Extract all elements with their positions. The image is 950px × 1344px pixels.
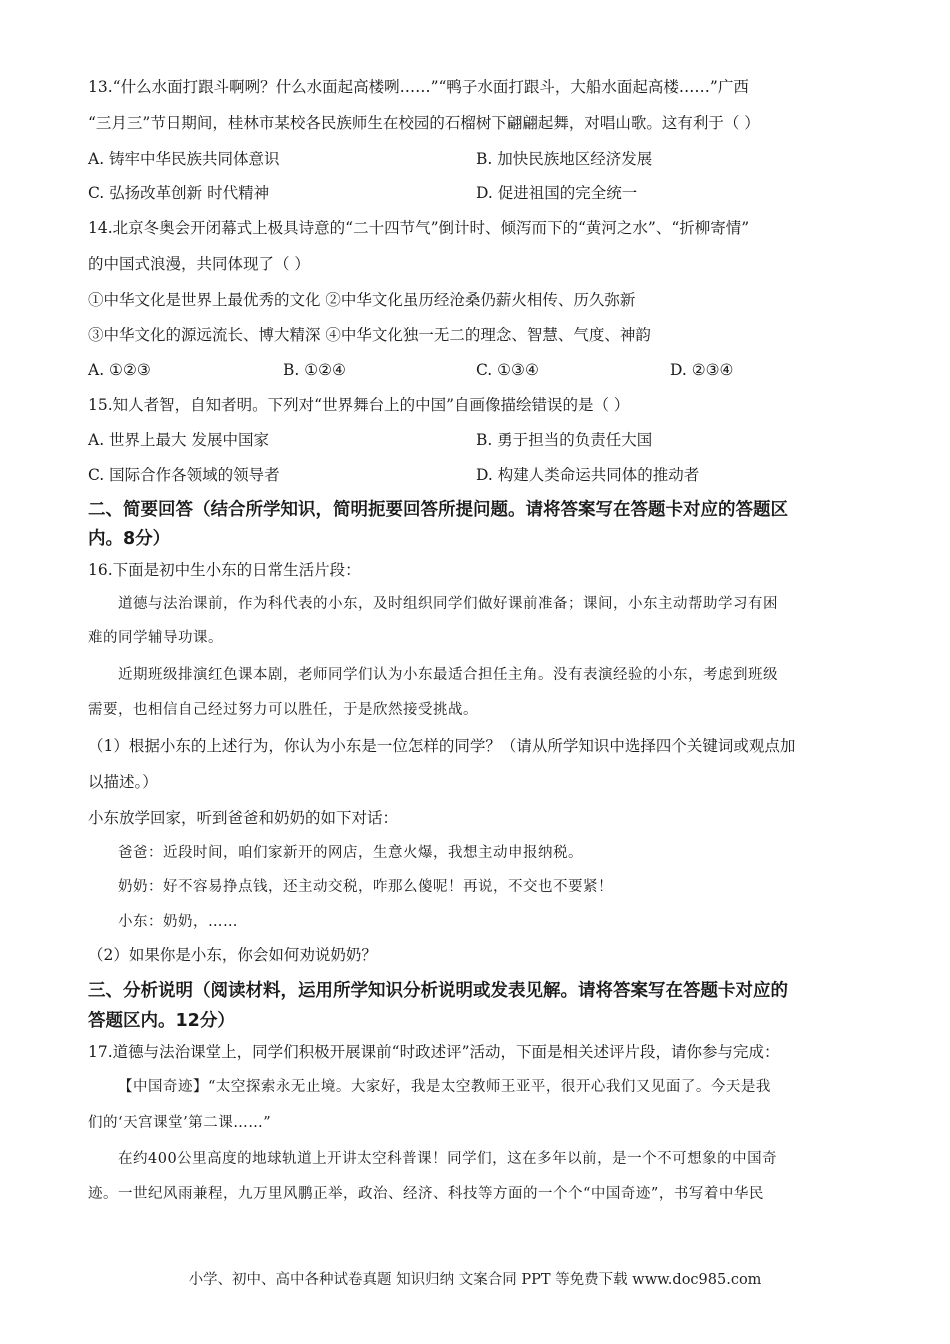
q16-subquestion-1-line2: 以描述。）	[88, 773, 158, 791]
q14-statements-2: ③中华文化的源远流长、博大精深 ④中华文化独一无二的理念、智慧、气度、神韵	[88, 326, 651, 344]
q17-material-2-line2: 迹。一世纪风雨兼程，九万里风鹏正举，政治、经济、科技等方面的一个个“中国奇迹”，书写着中华民	[88, 1186, 764, 1202]
q16-material-p1-line2: 难的同学辅导功课。	[88, 630, 223, 646]
q15-option-d: D. 构建人类命运共同体的推动者	[476, 466, 700, 484]
q16-intro: 16.下面是初中生小东的日常生活片段：	[88, 561, 361, 579]
q14-stem-line2: 的中国式浪漫，共同体现了（ ）	[88, 255, 310, 273]
q13-option-d: D. 促进祖国的完全统一	[476, 184, 638, 202]
q15-option-a: A. 世界上最大 发展中国家	[88, 431, 269, 449]
q13-stem-line2: “三月三”节日期间，桂林市某校各民族师生在校园的石榴树下翩翩起舞，对唱山歌。这有利于（ ）	[88, 114, 760, 132]
q17-material-1-line1: 【中国奇迹】“太空探索永无止境。大家好，我是太空教师王亚平，很开心我们又见面了。今天是我	[118, 1079, 771, 1095]
q14-option-b: B. ①②④	[283, 361, 346, 379]
q15-stem: 15.知人者智，自知者明。下列对“世界舞台上的中国”自画像描绘错误的是（ ）	[88, 396, 630, 414]
q13-option-a: A. 铸牢中华民族共同体意识	[88, 150, 280, 168]
q16-subquestion-2: （2）如果你是小东，你会如何劝说奶奶？	[88, 946, 377, 964]
page-footer: 小学、初中、高中各种试卷真题 知识归纳 文案合同 PPT 等免费下载 www.doc985.com	[188, 1272, 762, 1288]
q14-option-a: A. ①②③	[88, 361, 151, 379]
section-3-heading-line1: 三、分析说明（阅读材料，运用所学知识分析说明或发表见解。请将答案写在答题卡对应的	[88, 981, 788, 1001]
q14-option-c: C. ①③④	[476, 361, 539, 379]
q15-option-b: B. 勇于担当的负责任大国	[476, 431, 653, 449]
q16-material-p2-line2: 需要，也相信自己经过努力可以胜任，于是欣然接受挑战。	[88, 702, 478, 718]
q13-stem-line1: 13.“什么水面打跟斗啊咧？什么水面起高楼咧……”“鸭子水面打跟斗，大船水面起高楼……”广西	[88, 78, 749, 96]
q16-dialogue-dad: 爸爸：近段时间，咱们家新开的网店，生意火爆，我想主动申报纳税。	[118, 845, 583, 861]
q14-option-d: D. ②③④	[670, 361, 734, 379]
q16-subquestion-1-line1: （1）根据小东的上述行为，你认为小东是一位怎样的同学？（请从所学知识中选择四个关键词或观点加	[88, 737, 796, 755]
q16-material-p1-line1: 道德与法治课前，作为科代表的小东，及时组织同学们做好课前准备；课间，小东主动帮助学习有困	[118, 596, 778, 612]
q16-home-intro: 小东放学回家，听到爸爸和奶奶的如下对话：	[88, 809, 399, 827]
q16-dialogue-grandma: 奶奶：好不容易挣点钱，还主动交税，咋那么傻呢！再说，不交也不要紧！	[118, 879, 613, 895]
q17-intro: 17.道德与法治课堂上，同学们积极开展课前“时政述评”活动，下面是相关述评片段，请你参与完成：	[88, 1043, 780, 1061]
section-2-heading-line1: 二、简要回答（结合所学知识，简明扼要回答所提问题。请将答案写在答题卡对应的答题区	[88, 500, 788, 520]
q14-statements-1: ①中华文化是世界上最优秀的文化 ②中华文化虽历经沧桑仍薪火相传、历久弥新	[88, 291, 636, 309]
section-2-heading-line2: 内。8分）	[88, 529, 171, 549]
q16-dialogue-xiaodong: 小东：奶奶，……	[118, 914, 238, 930]
q17-material-2-line1: 在约400公里高度的地球轨道上开讲太空科普课！同学们，这在多年以前，是一个不可想象的中国奇	[118, 1151, 778, 1167]
q16-material-p2-line1: 近期班级排演红色课本剧，老师同学们认为小东最适合担任主角。没有表演经验的小东，考虑到班级	[118, 667, 778, 683]
section-3-heading-line2: 答题区内。12分）	[88, 1011, 235, 1031]
q17-material-1-line2: 们的‘天宫课堂’第二课……”	[88, 1115, 272, 1131]
q14-stem-line1: 14.北京冬奥会开闭幕式上极具诗意的“二十四节气”倒计时、倾泻而下的“黄河之水”、“折柳寄情”	[88, 219, 750, 237]
q15-option-c: C. 国际合作各领域的领导者	[88, 466, 280, 484]
q13-option-c: C. 弘扬改革创新 时代精神	[88, 184, 270, 202]
q13-option-b: B. 加快民族地区经济发展	[476, 150, 653, 168]
